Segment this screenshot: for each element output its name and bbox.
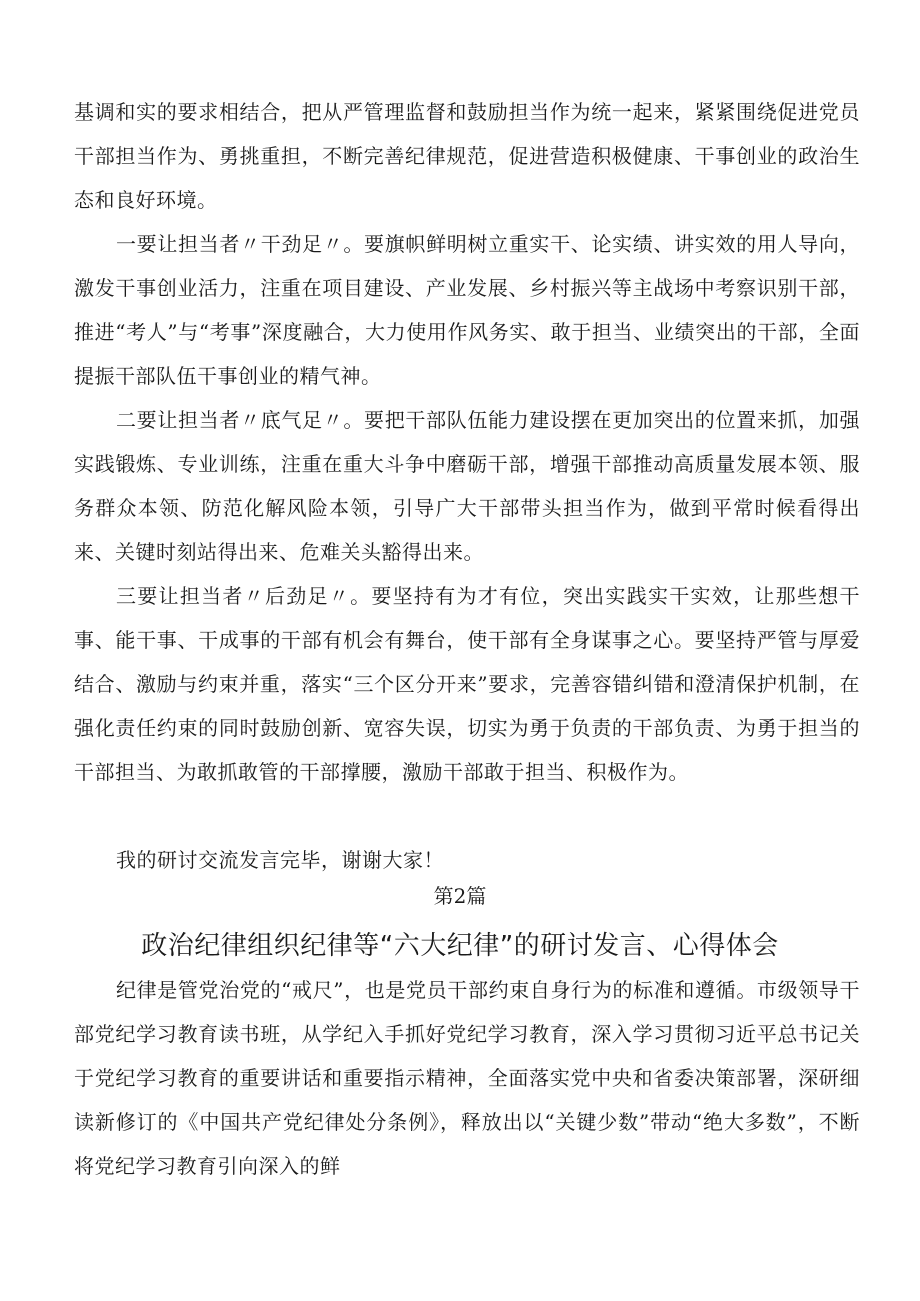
paragraph-part2-opening: 纪律是管党治党的“戒尺”，也是党员干部约束自身行为的标准和遵循。市级领导干部党纪学习教育读书班，从学纪入手抓好党纪学习教育，深入学习贯彻习近平总书记关于党纪学习教育的重要讲话和重要指示精神，全面落实党中央和省委决策部署，深研细读新修订的《中国共产党纪律处分条例》，释放出以“关键少数”带动“绝大多数”，不断将党纪学习教育引向深入的鲜 xyxy=(74,978,860,1178)
document-title: 政治纪律组织纪律等“六大纪律”的研讨发言、心得体会 xyxy=(141,931,779,961)
paragraph-point-three: 三要让担当者〃后劲足〃。要坚持有为才有位，突出实践实干实效，让那些想干事、能干事、干成事的干部有机会有舞台，使干部有全身谋事之心。要坚持严管与厚爱结合、激励与约束并重，落实“三个区分开来”要求，完善容错纠错和澄清保护机制，在强化责任约束的同时鼓励创新、宽容失误，切实为勇于负责的干部负责、为勇于担当的干部担当、为敢抓敢管的干部撑腰，激励干部敢于担当、积极作为。 xyxy=(74,584,860,784)
paragraph-point-one: 一要让担当者〃干劲足〃。要旗帜鲜明树立重实干、论实绩、讲实效的用人导向，激发干事创业活力，注重在项目建设、产业发展、乡村振兴等主战场中考察识别干部，推进“考人”与“考事”深度融合，大力使用作风务实、敢于担当、业绩突出的干部，全面提振干部队伍干事创业的精气神。 xyxy=(74,232,860,388)
paragraph-intro-continuation: 基调和实的要求相结合，把从严管理监督和鼓励担当作为统一起来，紧紧围绕促进党员干部担当作为、勇挑重担，不断完善纪律规范，促进营造积极健康、干事创业的政治生态和良好环境。 xyxy=(74,100,860,212)
section-label: 第2篇 xyxy=(433,884,487,908)
paragraph-point-two: 二要让担当者〃底气足〃。要把干部队伍能力建设摆在更加突出的位置来抓，加强实践锻炼、专业训练，注重在重大斗争中磨砺干部，增强干部推动高质量发展本领、服务群众本领、防范化解风险本领，引导广大干部带头担当作为，做到平常时候看得出来、关键时刻站得出来、危难关头豁得出来。 xyxy=(74,408,860,564)
paragraph-closing: 我的研讨交流发言完毕，谢谢大家！ xyxy=(116,848,444,872)
